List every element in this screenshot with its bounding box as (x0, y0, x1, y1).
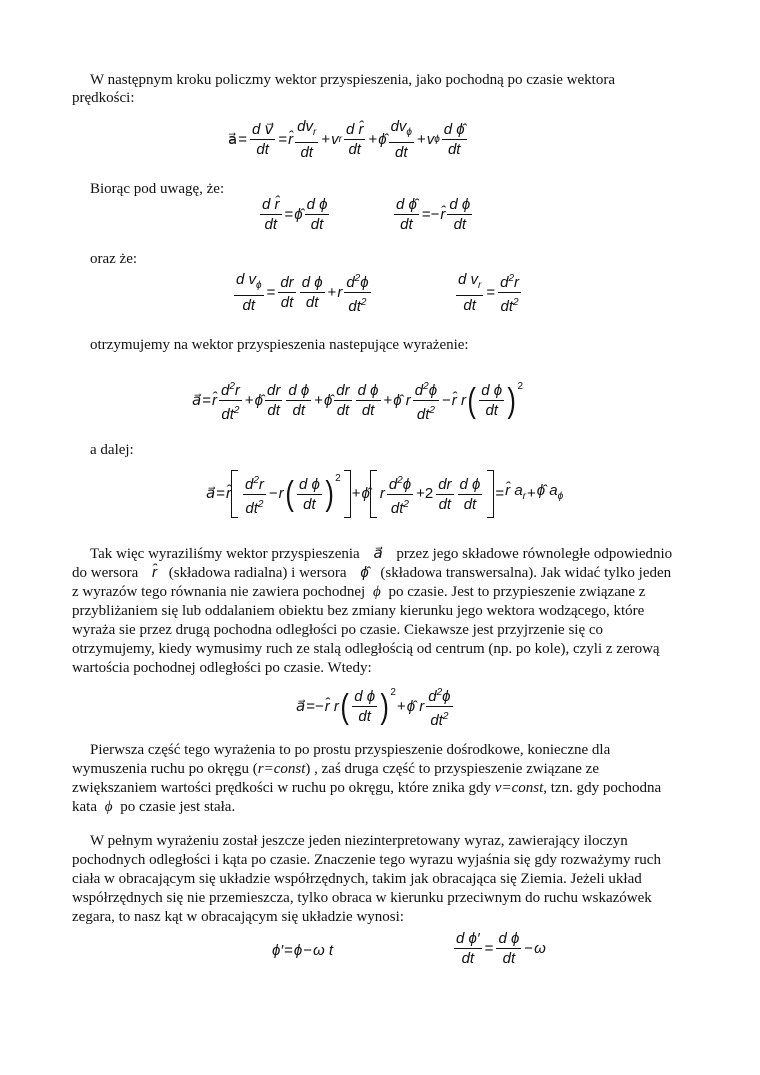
paragraph-line: przybliżaniem się lub oddalaniem obiektu bez zmiany kierunku jego wektora wodzącego, które (72, 603, 645, 619)
paragraph-line: a dalej: (90, 442, 134, 458)
equation-rotating-angular-velocity: $\frac{\text{d ϕ′}}{dt}$ = $\frac{\text{d ϕ}}{dt}$ − ω (456, 930, 546, 967)
paragraph-line: otrzymujemy, kiedy wymusimy ruch ze stalą odległością od centrum (np. po kole), czyli z zerową (72, 641, 660, 657)
paragraph-line: oraz że: (90, 251, 138, 267)
paragraph-line: Pierwsza część tego wyrażenia to po prostu przyspieszenie dośrodkowe, konieczne dla (90, 742, 611, 758)
paragraph-line: współrzędnych się nie przemieszcza, tylko obraca w kierunku przeciwnym do ruchu wskazówek (72, 890, 652, 906)
paragraph-line: W pełnym wyrażeniu został jeszcze jeden niezinterpretowany wyraz, zawierający iloczyn (90, 833, 628, 849)
paragraph-line: wyraża sie przez drugą pochodna odległości po czasie. Ciekawsze jest przyjrzenie się co (72, 622, 604, 638)
a-vector-symbol: a⃗ (228, 130, 238, 148)
paragraph-line: Tak więc wyraziliśmy wektor przyspieszenia a⃗ przez jego składowe równoległe odpowiednio (90, 545, 673, 562)
paragraph-line: do wersora r̂ (składowa radialna) i wersora ϕ̂ (składowa transwersalna). Jak widać tylko jeden (72, 564, 672, 581)
paragraph-line: kata ϕ po czasie jest stała. (72, 799, 236, 815)
equation-rotating-angle: ϕ′ = ϕ − ω t (272, 942, 334, 959)
r-hat-symbol: r̂ (151, 564, 157, 581)
equation-acceleration-derivative: a⃗ = $\frac{\text{d v⃗}}{dt}$ = r̂ $\frac{dv_r}{dt}$ + v r $\frac{\text{d r̂}}{dt}$ + ϕ̂ $\frac{dv_\phi}{dt}$ + v ϕ $\frac{\text{d ϕ̂}}{dt}$ (228, 118, 465, 161)
equation-circular-motion: a⃗ =− r̂ r ( $\frac{\text{d ϕ}}{dt}$ ) $^2$ + ϕ̂ r $\frac{d^2\phi}{dt^2}$ (296, 684, 455, 729)
paragraph-line: wartościa pochodnej odległości po czasie. Wtedy: (72, 660, 372, 676)
paragraph-line: wymuszenia ruchu po okręgu (r=const) , zaś druga część to przyspieszenie związane ze (72, 761, 599, 777)
paragraph-line: pochodnych odległości i kąta po czasie. Znaczenie tego wyrazu wyjaśnia się gdy rozważymy ruch (72, 852, 661, 868)
paragraph-line: z wyrazów tego równania nie zawiera pochodnej ϕ po czasie. Jest to przypieszenie związane z (72, 584, 646, 600)
phi-hat-symbol: ϕ̂ (360, 564, 369, 581)
phi-symbol: ϕ (104, 799, 113, 815)
equation-dphi-hat: $\frac{\text{d ϕ̂}}{dt}$ =− r̂ $\frac{\text{d ϕ}}{dt}$ (396, 196, 471, 233)
paragraph-line: otrzymujemy na wektor przyspieszenia nastepujące wyrażenie: (90, 337, 469, 353)
equation-dv-phi: $\frac{d v_\phi}{dt}$ = $\frac{dr}{dt}$ $\frac{\text{d ϕ}}{dt}$ + r $\frac{d^2\phi}{dt^2}$ (236, 271, 369, 315)
paragraph-line: zegara, to nasz kąt w obracającym się układzie wynosi: (72, 909, 404, 925)
phi-symbol: ϕ (372, 584, 381, 600)
equation-grouped-acceleration: a⃗ = r̂ $\frac{d^2r}{dt^2}$ − r ( $\frac{\text{d ϕ}}{dt}$ ) $^2$ + ϕ̂ r $\frac{d^2\phi}{dt^2}$ +2 $\frac{dr}{dt}$ $\frac{\text{d ϕ}}{dt}$ = r̂ $a_r$ + ϕ̂ $a_\phi$ (206, 470, 563, 518)
paragraph-line: W następnym kroku policzmy wektor przyspieszenia, jako pochodną po czasie wektora (90, 72, 615, 88)
a-vector-symbol: a⃗ (373, 545, 383, 562)
paragraph-line: prędkości: (72, 90, 135, 106)
equation-dv-r: $\frac{d v_r}{dt}$ = $\frac{d^2r}{dt^2}$ (458, 271, 520, 315)
equation-full-acceleration: a⃗ = r̂ $\frac{d^2r}{dt^2}$ + ϕ̂ $\frac{dr}{dt}$ $\frac{\text{d ϕ}}{dt}$ + ϕ̂ $\frac{dr}{dt}$ $\frac{\text{d ϕ}}{dt}$ + ϕ̂ r $\frac{d^2\phi}{dt^2}$ − r̂ r ( $\frac{\text{d ϕ}}{dt}$ ) $^2$ (192, 378, 523, 423)
paragraph-line: Biorąc pod uwagę, że: (90, 181, 225, 197)
equation-dr-hat: $\frac{\text{d r̂}}{dt}$ = ϕ̂ $\frac{\text{d ϕ}}{dt}$ (262, 196, 328, 233)
paragraph-line: ciała w obracającym się układzie współrzędnych, takim jak obracająca się Ziemia. Jeżeli układ (72, 871, 642, 887)
paragraph-line: zwiększaniem wartości prędkości w ruchu po okręgu, które znika gdy v=const, tzn. gdy pochodna (72, 780, 662, 796)
